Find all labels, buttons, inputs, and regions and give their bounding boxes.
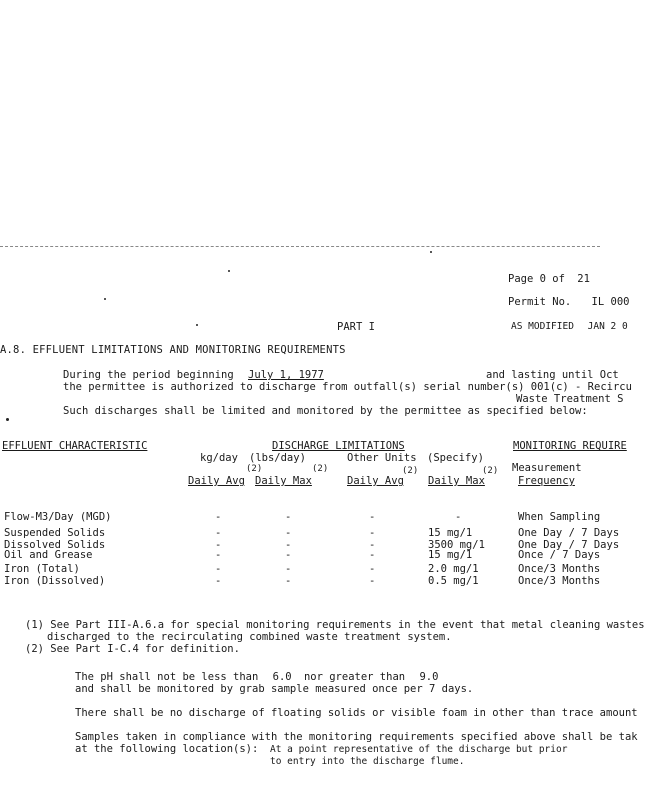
limit-value: - <box>369 539 376 551</box>
limit-value: 3500 mg/1 <box>428 539 485 551</box>
limit-value: - <box>369 511 376 523</box>
sampling-note: Samples taken in compliance with the monitoring requirements specified above shall be tak <box>75 731 638 743</box>
modified-stamp: AS MODIFIED JAN 2 0 <box>511 321 628 332</box>
characteristic-name: Iron (Total) <box>4 563 80 575</box>
limit-value: - <box>285 511 292 523</box>
characteristic-name: Iron (Dissolved) <box>4 575 106 587</box>
footnote-ref: (2) <box>482 466 499 476</box>
scan-speck <box>228 270 230 272</box>
characteristic-name: Suspended Solids <box>4 527 106 539</box>
characteristic-name: Dissolved Solids <box>4 539 106 551</box>
col-monitoring: MONITORING REQUIRE <box>513 440 627 452</box>
daily-avg-kg: Daily Avg <box>188 475 245 487</box>
limit-value: - <box>215 575 222 587</box>
monitoring-frequency: One Day / 7 Days <box>518 527 620 539</box>
col-characteristic: EFFLUENT CHARACTERISTIC <box>2 440 148 452</box>
unit-other: Other Units <box>347 452 417 464</box>
monitoring-frequency: Once / 7 Days <box>518 549 601 561</box>
limit-value: - <box>285 539 292 551</box>
limit-value: 15 mg/1 <box>428 549 473 561</box>
section-title: A.8. EFFLUENT LIMITATIONS AND MONITORING REQUIREMENTS <box>0 344 346 356</box>
sampling-location-cont: to entry into the discharge flume. <box>270 756 465 767</box>
footnote-1-cont: discharged to the recirculating combined waste treatment system. <box>47 631 452 643</box>
scan-speck <box>6 418 9 421</box>
footnote-2: (2) See Part I-C.4 for definition. <box>25 643 240 655</box>
limit-value: 0.5 mg/1 <box>428 575 479 587</box>
unit-kgday: kg/day <box>200 452 238 464</box>
limit-value: - <box>369 527 376 539</box>
limit-value: - <box>215 539 222 551</box>
footnote-ref: (2) <box>246 464 263 474</box>
limit-value: - <box>285 549 292 561</box>
limit-value: - <box>369 549 376 561</box>
limit-value: - <box>215 563 222 575</box>
scan-speck <box>430 251 432 253</box>
period-line: During the period beginning July 1, 1977 <box>63 369 324 381</box>
limit-value: - <box>285 575 292 587</box>
limits-intro: Such discharges shall be limited and monitored by the permittee as specified below: <box>63 405 588 417</box>
monitoring-frequency: Once/3 Months <box>518 575 601 587</box>
permit-number: Permit No. IL 000 <box>508 296 630 308</box>
ph-monitoring: and shall be monitored by grab sample measured once per 7 days. <box>75 683 474 695</box>
monitoring-frequency: One Day / 7 Days <box>518 539 620 551</box>
period-end: and lasting until Oct <box>486 369 619 381</box>
unit-specify: (Specify) <box>427 452 484 464</box>
monitoring-frequency: When Sampling <box>518 511 601 523</box>
floating-solids-note: There shall be no discharge of floating solids or visible foam in other than trace amount <box>75 707 638 719</box>
scan-speck <box>196 324 198 326</box>
limit-value: - <box>215 511 222 523</box>
limit-value: - <box>215 527 222 539</box>
characteristic-name: Flow-M3/Day (MGD) <box>4 511 112 523</box>
limit-value: - <box>285 527 292 539</box>
outfall-line-cont: Waste Treatment S <box>516 393 624 405</box>
limit-value: 15 mg/1 <box>428 527 473 539</box>
footnote-ref: (2) <box>402 466 419 476</box>
scan-speck <box>104 298 106 300</box>
ph-requirement: The pH shall not be less than 6.0 nor greater than 9.0 <box>75 671 439 683</box>
limit-value: - <box>285 563 292 575</box>
characteristic-name: Oil and Grease <box>4 549 93 561</box>
measurement-label: Measurement <box>512 462 582 474</box>
col-discharge-limitations: DISCHARGE LIMITATIONS <box>272 440 405 452</box>
footnote-1: (1) See Part III-A.6.a for special monitoring requirements in the event that metal cleaning wastes <box>25 619 645 631</box>
sampling-location: At a point representative of the discharge but prior <box>270 744 568 755</box>
page-number: Page 0 of 21 <box>508 273 590 285</box>
part-heading: PART I <box>337 321 375 333</box>
limit-value: 2.0 mg/1 <box>428 563 479 575</box>
limit-value: - <box>369 563 376 575</box>
limit-value: - <box>215 549 222 561</box>
outfall-line: the permittee is authorized to discharge from outfall(s) serial number(s) 001(c) - Recircu <box>63 381 632 393</box>
footnote-ref: (2) <box>312 464 329 474</box>
daily-max-other: Daily Max <box>428 475 485 487</box>
scan-separator-line <box>0 246 600 248</box>
limit-value: - <box>455 511 462 523</box>
daily-avg-other: Daily Avg <box>347 475 404 487</box>
unit-lbsday: (lbs/day) <box>249 452 306 464</box>
daily-max-kg: Daily Max <box>255 475 312 487</box>
sampling-location-label: at the following location(s): <box>75 743 259 755</box>
limit-value: - <box>369 575 376 587</box>
monitoring-frequency: Once/3 Months <box>518 563 601 575</box>
frequency-label: Frequency <box>518 475 575 487</box>
